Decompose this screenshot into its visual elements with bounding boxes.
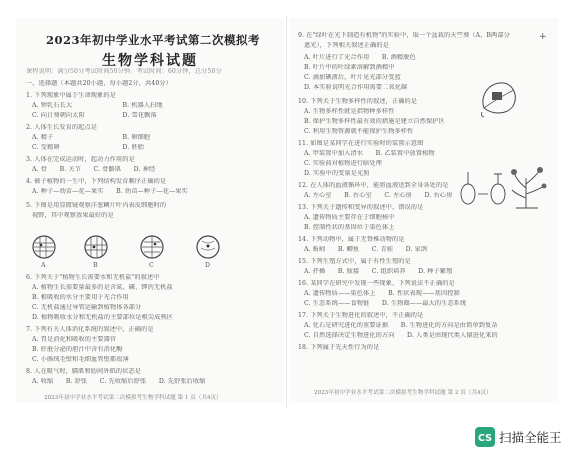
text-line: 4. 被子植物的一生中，下列结构发育顺序正确的是	[26, 178, 167, 185]
text-line: A. 化石是研究进化的重要证据 B. 生物进化的方向是由简单到复杂	[304, 322, 498, 329]
text-line: 16. 某同学在研究中发现一些现象，下列说法不正确的是	[298, 280, 455, 287]
text-line: 10. 下列关于生物多样性的叙述，正确的是	[298, 98, 418, 105]
text-line: C. 实验前对植物进行暗处理	[304, 160, 382, 167]
exam-page-right	[290, 18, 558, 403]
page-fold	[286, 16, 287, 408]
camscanner-watermark	[475, 426, 562, 448]
cell-view-d-icon	[196, 235, 220, 259]
text-line: D. 植物吸收水分和无机盐的主要部位是根尖成熟区	[32, 314, 174, 321]
text-line: 13. 下列关于遗传和变异的叙述中，错误的是	[298, 204, 424, 211]
text-line: A. 扦插 B. 嫁接 C. 组织培养 D. 种子繁殖	[304, 268, 453, 275]
text-line: 8. 人在吸气时，膈肌和肋间外肌的状态是	[26, 368, 142, 375]
text-line: B. 肝脏分泌的胆汁中含有消化酶	[32, 346, 123, 353]
text-line: 15. 下列生殖方式中，属于有性生殖的是	[298, 258, 411, 265]
text-line: 3. 人体在完成运动时，起动力作用的是	[26, 156, 135, 163]
text-line: C. 滴加碘液后，叶片见光部分变蓝	[304, 74, 401, 81]
watermark-text: 扫描全能王	[499, 430, 562, 445]
text-line: 7. 下列有关人体消化系统的叙述中，正确的是	[26, 326, 154, 333]
text-line: 2. 人体生长发育的起点是	[26, 124, 98, 131]
text-line: 1. 下列现象中属于生命现象的是	[26, 92, 116, 99]
text-line: A. 胃是消化和吸收的主要器官	[32, 336, 117, 343]
camscanner-logo-icon	[475, 427, 495, 447]
text-line: C. 利用生物资源就不能保护生物多样性	[304, 128, 414, 135]
text-line: 17. 下列关于生物进化的叙述中，不正确的是	[298, 312, 424, 319]
text-line: B. 保护生物多样性最有效的措施是建立自然保护区	[304, 118, 445, 125]
microscope-figure	[32, 235, 222, 261]
cell-view-c-icon	[140, 235, 164, 259]
text-line: 课程说明：满分50分考试时间50分钟。考试时间：60分钟，总分50分	[26, 68, 222, 75]
exam-page-left	[16, 18, 284, 403]
option-label: B	[93, 262, 98, 269]
text-line: 遮光），下列相关叙述正确的是	[304, 42, 389, 49]
option-label: D	[205, 262, 211, 269]
text-line: A. 蚯蚓 B. 鲫鱼 C. 青蛙 D. 家鸽	[304, 246, 428, 253]
leaf-experiment-figure	[478, 78, 520, 118]
text-line: A. 植物生长需要量最多的是含氮、磷、钾的无机盐	[32, 284, 173, 291]
cell-view-a-icon	[32, 235, 56, 259]
text-line: A. 遗传物质——染色体上 B. 性状表现——基因控制	[304, 290, 460, 297]
plant-experiment-figure	[454, 164, 554, 210]
text-line: 12. 在人体的血液循环中，能将血液送到全身各处的是	[298, 182, 449, 189]
text-line: 18. 下列属于先天性行为的是	[298, 344, 380, 351]
text-line: A. 遗传物质主要存在于细胞核中	[304, 214, 395, 221]
text-line: A. 甲装置中加入清水 B. 乙装置中放置植物	[304, 150, 435, 157]
text-line: A. 叶片进行了光合作用 B. 酒精脱色	[304, 54, 416, 61]
option-label: C	[149, 262, 154, 269]
text-line: D. 实验中的变量是光照	[304, 170, 370, 177]
text-line: C. 小肠绒毛壁和毛细血管壁都很薄	[32, 356, 129, 363]
text-line: C. 受精卵 D. 胚胎	[32, 144, 145, 151]
text-line: A. 精子 B. 卵细胞	[32, 134, 151, 141]
text-line: A. 种子—幼苗—花—果实 B. 幼苗—种子—花—果实	[32, 188, 188, 195]
page-footer: 2023年初中学业水平考试第二次模拟考生物学科试题 第 1 页（共4页）	[44, 395, 222, 401]
text-line: A. 左心室 B. 右心室 C. 左心房 D. 右心房	[304, 192, 453, 199]
text-line: B. 根吸收的水分主要用于光合作用	[32, 294, 129, 301]
text-line: A. 骨 B. 关节 C. 骨骼肌 D. 神经	[32, 166, 156, 173]
text-line: A. 生物多样性就是指物种多样性	[304, 108, 395, 115]
text-line: 6. 下列关于"植物生长需要水和无机盐"的叙述中	[26, 274, 160, 281]
text-line: C. 自然选择决定生物进化的方向 D. 人类是由现代类人猿进化来的	[304, 332, 498, 339]
cell-view-b-icon	[84, 235, 108, 259]
text-line: C. 向日葵朝向太阳 D. 雪花飘落	[32, 112, 157, 119]
text-line: D. 本实验说明光合作用需要二氧化碳	[304, 84, 408, 91]
text-line: A. 钟乳石长大 B. 机器人扫地	[32, 102, 163, 109]
exam-title: 2023年初中学业水平考试第二次模拟考	[46, 33, 261, 47]
text-line: 5. 下图是用显微镜观察洋葱鳞片叶内表皮细胞时的	[26, 202, 167, 209]
page-footer: 2023年初中学业水平考试第二次模拟考生物学科试题 第 2 页（共4页）	[314, 390, 492, 396]
text-line: 视野，其中观察效果最好的是	[32, 212, 114, 219]
corner-mark: +	[539, 32, 547, 42]
text-line: B. 叶片中的叶绿素溶解到酒精中	[304, 64, 395, 71]
text-line: 一、选择题（本题共20小题，每小题2分，共40分）	[26, 80, 172, 87]
text-line: 9. 在"绿叶在光下制造有机物"的实验中，取一个盆栽的天竺葵（A、B两部分	[298, 32, 510, 39]
text-line: B. 控制性状的基因位于染色体上	[304, 224, 395, 231]
text-line: A. 收缩 B. 舒张 C. 先收缩后舒张 D. 先舒张后收缩	[32, 378, 206, 385]
exam-subtitle: 生物学科试题	[102, 53, 198, 69]
option-label: A	[41, 262, 46, 269]
svg-text:CS: CS	[478, 433, 492, 444]
text-line: 11. 如图是某同学在进行实验时的装置示意图	[298, 140, 424, 147]
text-line: 14. 下列动物中，属于无脊椎动物的是	[298, 236, 405, 243]
text-line: C. 生态系统——食物链 D. 生物圈——最大的生态系统	[304, 300, 467, 307]
text-line: C. 无机盐通过导管运输到植物体各部分	[32, 304, 142, 311]
